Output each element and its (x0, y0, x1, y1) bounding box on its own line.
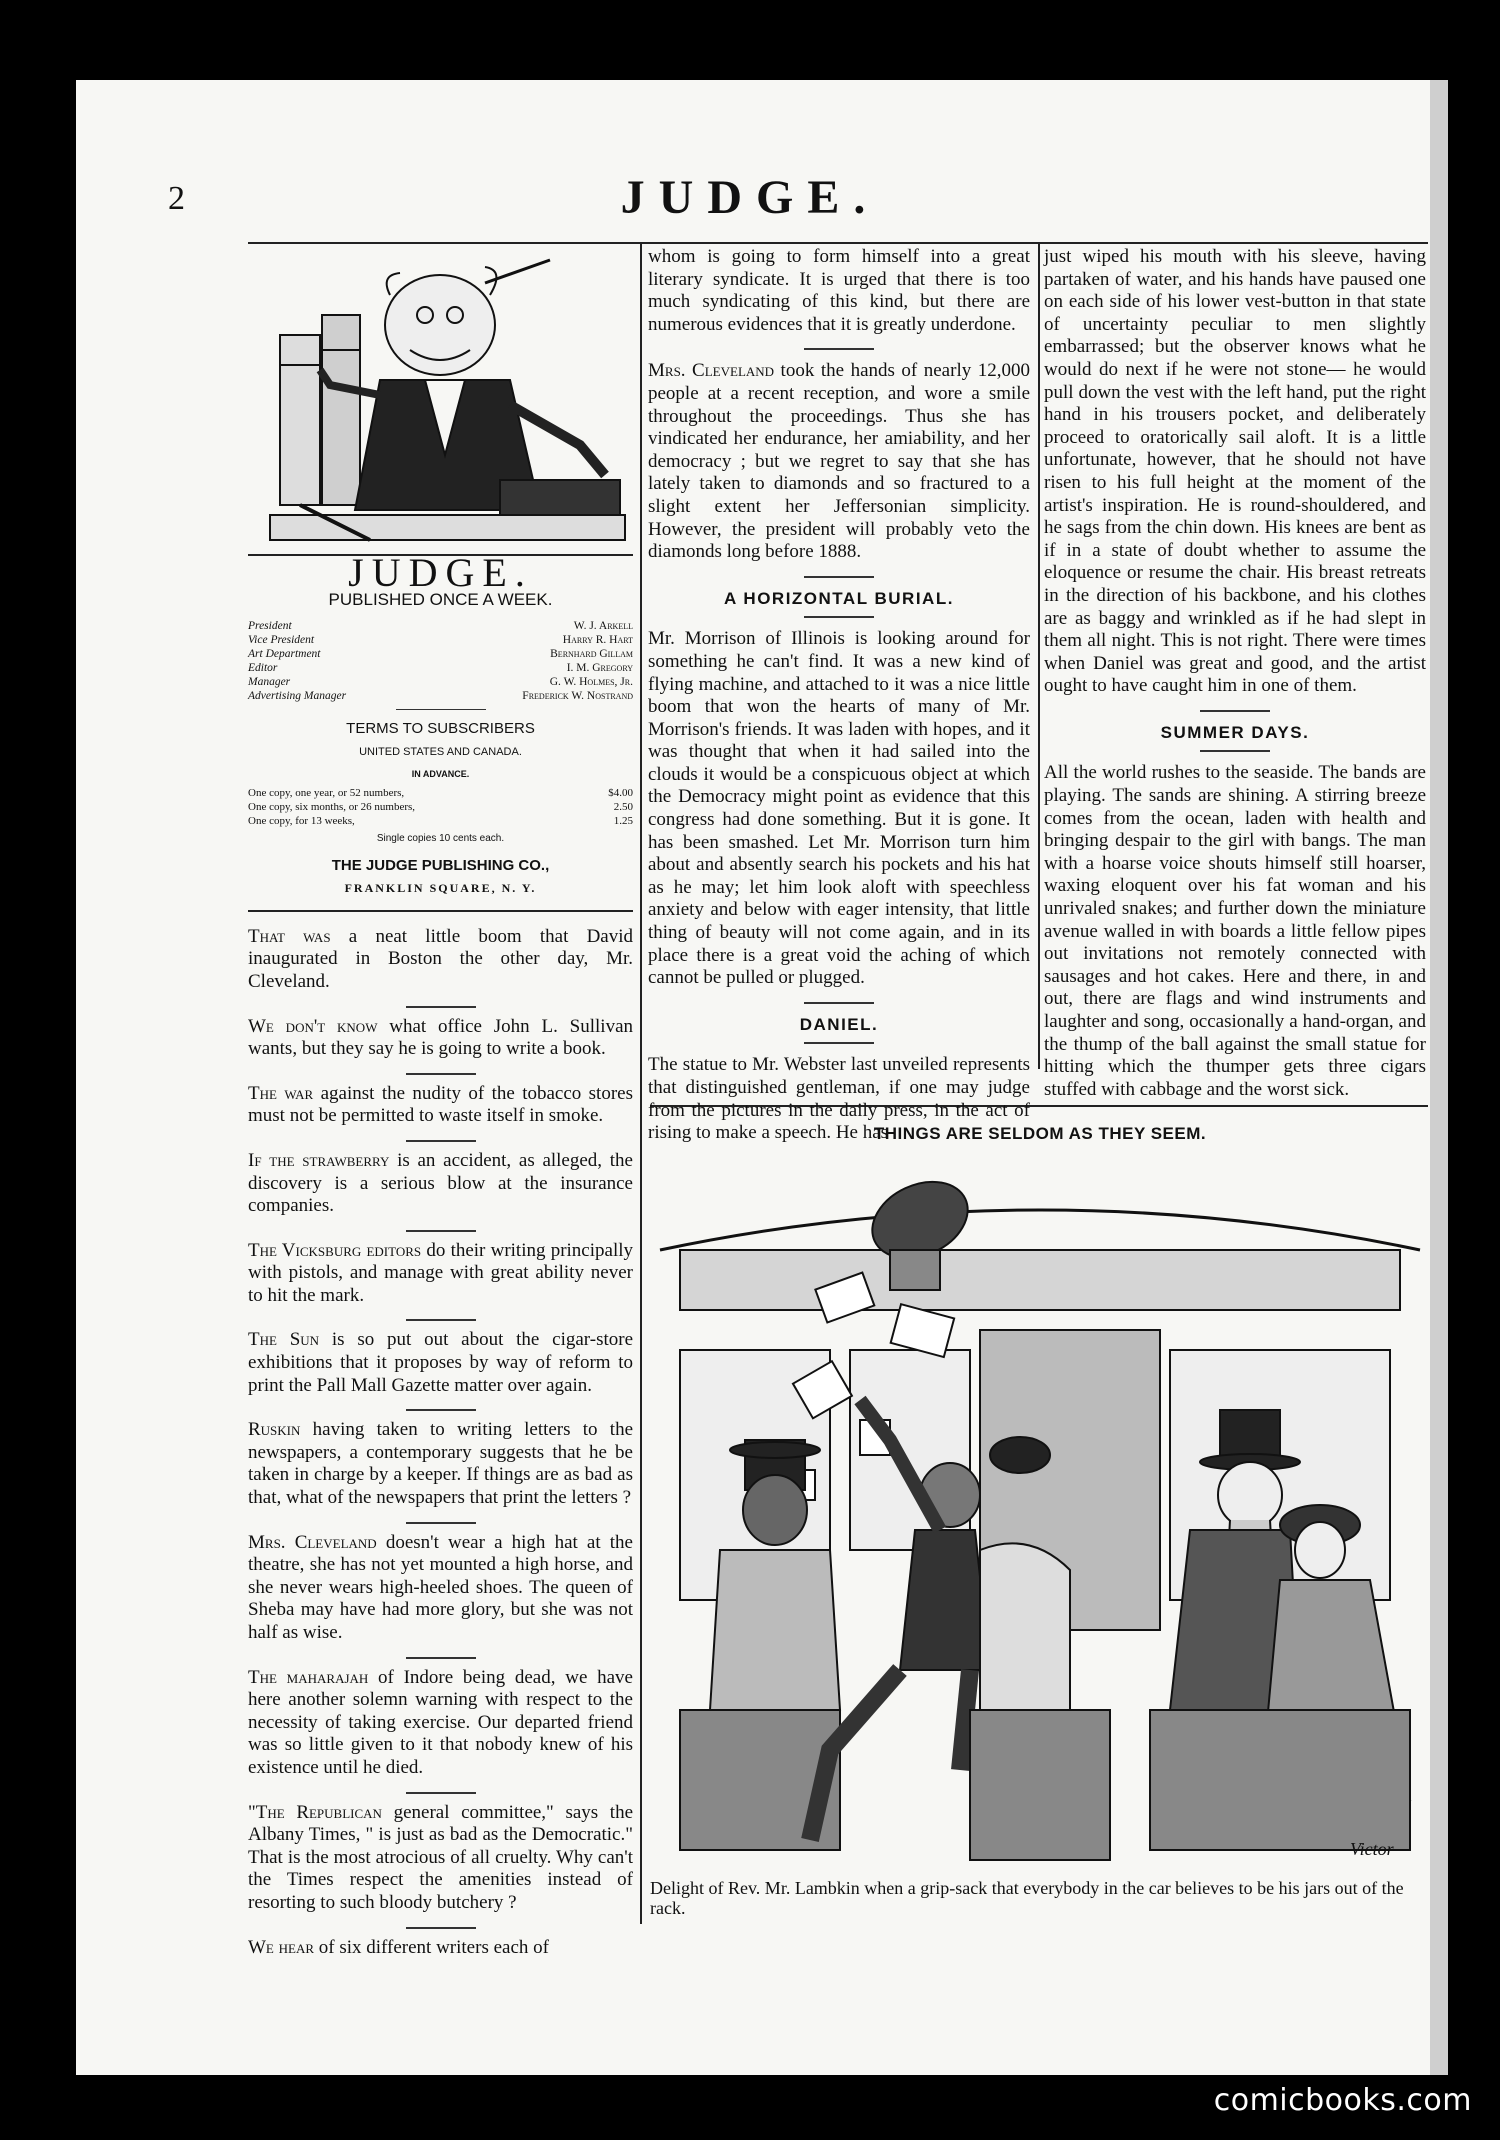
divider (406, 1522, 476, 1524)
middle-column (648, 246, 1030, 1157)
staff-row (248, 675, 633, 689)
staff-row (248, 647, 633, 661)
staff-list (248, 619, 633, 703)
staff-name: Harry R. Hart (562, 634, 633, 647)
masthead: JUDGE. (620, 171, 880, 224)
page-number: 2 (168, 180, 185, 217)
divider (1200, 750, 1270, 752)
publisher-address: FRANKLIN SQUARE, N. Y. (344, 881, 537, 896)
paragraph-body: having taken to writing letters to the newspapers, a contemporary suggests that he be taken in charge by a keeper. If things are as bad as that, what of the newspapers that print the letters ? (248, 1419, 633, 1509)
editorial-paragraph (248, 926, 633, 994)
lead-in: The maharajah (248, 1666, 369, 1688)
publisher-name: THE JUDGE PUBLISHING CO., (331, 856, 550, 874)
staff-name: W. J. Arkell (573, 620, 633, 633)
staff-row (248, 619, 633, 633)
watermark: comicbooks.com (1213, 2083, 1472, 2118)
artist-signature: Victor (1350, 1839, 1394, 1859)
publication-frequency: PUBLISHED ONCE A WEEK. (328, 589, 553, 609)
editorial-paragraph (248, 1083, 633, 1128)
paragraph: whom is going to form himself into a great literary syndicate. It is urged that there is too much syndicating of this kind, but there are numerous evidences that it is greatly underdone. (648, 246, 1030, 335)
divider (406, 1140, 476, 1142)
divider (406, 1230, 476, 1232)
staff-role: President (248, 620, 292, 633)
section-heading: SUMMER DAYS. (1160, 722, 1310, 742)
price-label: One copy, for 13 weeks, (248, 814, 355, 827)
left-column (248, 548, 633, 1971)
editorial-paragraph (248, 1016, 633, 1061)
divider (1200, 710, 1270, 712)
paragraph-body: of Indore being dead, we have here another solemn warning with respect to the necessity of taking exercise. Our departed friend was so little given to it that nobody knew of his existence until he died. (248, 1666, 633, 1778)
editorial-paragraph (248, 1532, 633, 1645)
staff-role: Editor (248, 662, 278, 675)
staff-row (248, 689, 633, 703)
divider (804, 576, 874, 578)
staff-name: Frederick W. Nostrand (522, 690, 633, 703)
lead-in: Mrs. Cleveland (248, 1531, 377, 1553)
box-bottom-rule (248, 910, 633, 912)
terms-heading: TERMS TO SUBSCRIBERS (346, 720, 535, 738)
editorial-paragraph (248, 1937, 633, 1960)
price-label: One copy, one year, or 52 numbers, (248, 786, 405, 799)
editorial-paragraph (248, 1667, 633, 1780)
paragraph: just wiped his mouth with his sleeve, having partaken of water, and his hands have paused one on each side of his lower vest-button in that state of uncertainty peculiar to men slightly embarrassed; but the observer knows what he would do next if he were not stone— he would pull down the vest with the left hand, put the right hand in his trousers pocket, and deliberately proceed to oratorically sail aloft. It is a little unfortunate, however, that he should not have risen to his full height at the moment of the artist's inspiration. He is round-shouldered, and he sags from the chin down. His knees are bent as if in a state of doubt whether to assume the eloquence or resume the chair. His breast retreats in the direction of his backbone, and his clothes are as baggy and wrinkled as if he had slept in them all night. This is not right. There were times when Daniel was great and good, and the artist ought to have caught him in one of them. (1044, 246, 1426, 697)
paragraph-body: against the nudity of the tobacco stores must not be permitted to waste itself in smoke. (248, 1082, 633, 1127)
paragraph (648, 360, 1030, 563)
railway-car-illustration (650, 1150, 1430, 1870)
paragraph-body: took the hands of nearly 12,000 people at a recent reception, and wore a smile throughout the proceedings. Thus she has vindicated her endurance, her amiability, and her democracy ; but we regret to say that she has lately taken to diamonds and so fractured to a slight extent her Jeffersonian simplicity. However, the president will probably veto the diamonds long before 1888. (648, 360, 1030, 563)
right-column (1044, 246, 1426, 1113)
divider (804, 1042, 874, 1044)
divider (406, 1927, 476, 1929)
staff-row (248, 661, 633, 675)
column-rule-2 (1038, 244, 1040, 1069)
divider (804, 1002, 874, 1004)
column-rule-1 (640, 244, 642, 1924)
editorial-paragraph (248, 1150, 633, 1218)
staff-name: Bernhard Gillam (550, 648, 633, 661)
divider (406, 1792, 476, 1794)
paragraph-body: general committee," says the Albany Times, " is just as bad as the Democratic." That is the most atrocious of all cruelty. Why can't the Times respect the amenities instead of resorting to such bloody butchery ? (248, 1801, 634, 1913)
paragraph-body: is so put out about the cigar-store exhibitions that it proposes by way of reform to print the Pall Mall Gazette matter over again. (248, 1329, 634, 1396)
single-copy-price: Single copies 10 cents each. (376, 832, 505, 844)
editorial-paragraph (248, 1240, 633, 1308)
lead-in: That was (248, 925, 331, 947)
lead-in: If the strawberry (248, 1149, 390, 1171)
terms-region: UNITED STATES AND CANADA. (359, 745, 522, 758)
price-row (248, 800, 633, 814)
staff-role: Art Department (248, 648, 321, 661)
price-value: $4.00 (608, 786, 633, 799)
price-row (248, 786, 633, 800)
lead-in: "The Republican (248, 1801, 382, 1823)
publication-title: JUDGE. (348, 550, 533, 595)
paragraph-body: what office John L. Sullivan wants, but they say he is going to write a book. (248, 1015, 633, 1060)
price-list (248, 786, 633, 828)
divider (406, 1409, 476, 1411)
price-value: 2.50 (613, 800, 633, 813)
staff-role: Manager (248, 676, 291, 689)
divider (406, 1319, 476, 1321)
section-heading: DANIEL. (799, 1014, 879, 1034)
editorial-paragraph (248, 1802, 633, 1915)
header-rule (248, 242, 1428, 244)
editorial-paragraphs (248, 926, 633, 1959)
staff-role: Advertising Manager (248, 690, 347, 703)
lead-in: The Sun (248, 1329, 320, 1351)
paragraph-body: is an accident, as alleged, the discovery is a serious blow at the insurance companies. (248, 1149, 633, 1217)
section-heading: A HORIZONTAL BURIAL. (724, 588, 954, 608)
paragraph: The statue to Mr. Webster last unveiled represents that distinguished gentleman, if one may judge from the pictures in the daily press, in the act of rising to make a speech. He has (648, 1054, 1030, 1144)
paragraph: Mr. Morrison of Illinois is looking around for something he can't find. It was a new kind of flying machine, and attached to it was a nice little boom that won the hearts of many of Mr. Morrison's friends. It was laden with hopes, and it was thought that when it had sailed into the clouds it would be a conspicuous object at which the Democracy might point as evidence that this congress had done something. But it is gone. It has been smashed. Let Mr. Morrison turn him about and absently search his pockets and his hat as he may; let him look aloft with speechless anxiety and below with eager intensity, that little thing of beauty will not come again, and in its place there is a great void the aching of which cannot be pulled or plugged. (648, 628, 1030, 989)
lead-in: We don't know (248, 1015, 378, 1037)
staff-name: G. W. Holmes, Jr. (549, 676, 633, 689)
price-label: One copy, six months, or 26 numbers, (248, 800, 416, 813)
illustration-caption: Delight of Rev. Mr. Lambkin when a grip-sack that everybody in the car believes to be his jars out of the rack. (650, 1878, 1404, 1918)
paragraph-body: doesn't wear a high hat at the theatre, she has not yet mounted a high horse, and she never wears high-heeled shoes. The queen of Sheba may have had more glory, but she was not half as wise. (248, 1531, 633, 1643)
staff-role: Vice President (248, 634, 315, 647)
illustration-title: THINGS ARE SELDOM AS THEY SEEM. (873, 1124, 1207, 1143)
divider (804, 616, 874, 618)
staff-name: I. M. Gregory (566, 662, 633, 675)
paragraph-body: a neat little boom that David inaugurated in Boston the other day, Mr. Cleveland. (248, 925, 633, 992)
lead-in: Mrs. Cleveland (648, 360, 775, 382)
divider (804, 348, 874, 350)
divider (406, 1657, 476, 1659)
divider (406, 1006, 476, 1008)
price-row (248, 814, 633, 828)
staff-row (248, 633, 633, 647)
lead-in: The war (248, 1082, 314, 1104)
terms-note: IN ADVANCE. (411, 769, 470, 780)
lead-in: The Vicksburg editors (248, 1239, 422, 1261)
paragraph-body: do their writing principally with pistols, and manage with great ability never to hit the mark. (248, 1239, 634, 1306)
editorial-paragraph (248, 1419, 633, 1509)
divider (396, 709, 486, 710)
price-value: 1.25 (613, 814, 633, 827)
judge-cartoon-illustration (260, 255, 635, 545)
divider (406, 1073, 476, 1075)
lead-in: Ruskin (248, 1419, 301, 1441)
paragraph-body: of six different writers each of (314, 1936, 549, 1958)
lead-in: We hear (248, 1936, 315, 1958)
paragraph: All the world rushes to the seaside. The bands are playing. The sands are shining. A stirring breeze comes from the ocean, laden with health and bringing despair to the girl with bangs. The man with a hoarse voice shouts himself still hoarser, waxing eloquent over his fat woman and his unrivaled snakes; and further down the miniature avenue walled in with boards a little fellow pipes out invitations not remotely connected with sausages and hot cakes. Here and there, in and out, there are flags and wind instruments and laughter and song, occasionally a hand-organ, and the thump of the ball against the small statue for hitting which the thumper gets three cigars stuffed with cabbage and the worst sick. (1044, 762, 1426, 1100)
editorial-paragraph (248, 1329, 633, 1397)
